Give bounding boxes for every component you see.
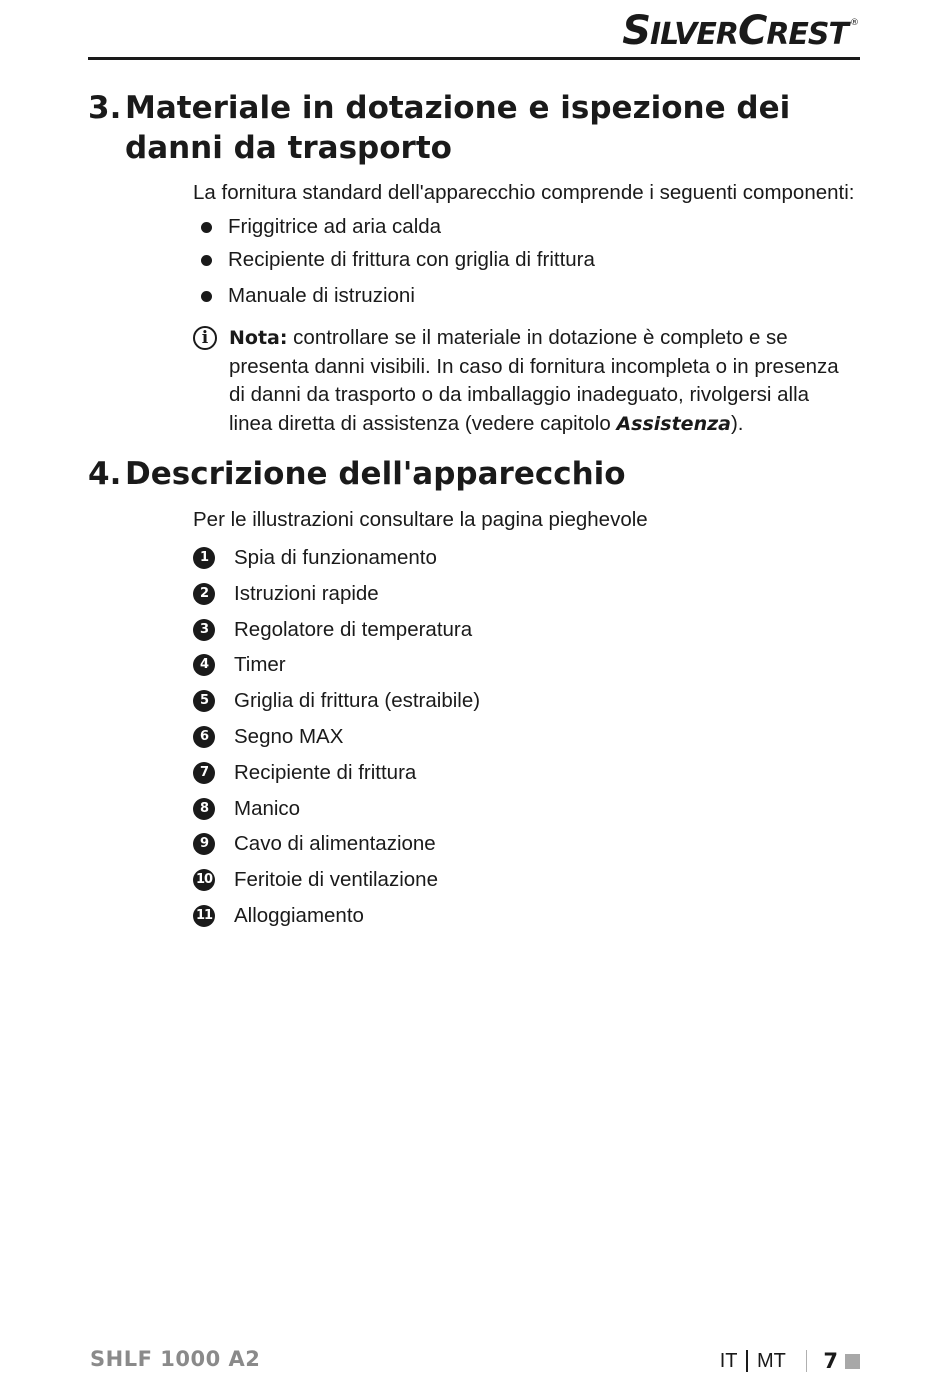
bullet-icon [201, 255, 212, 266]
page-number: 7 [823, 1349, 838, 1373]
section-4-intro: Per le illustrazioni consultare la pagina pieghevole [193, 508, 648, 531]
info-icon: i [193, 326, 217, 350]
page-marker-icon [845, 1354, 860, 1369]
part-label: Alloggiamento [234, 903, 364, 927]
list-item [193, 826, 480, 862]
number-badge-icon: 10 [193, 869, 215, 891]
registered-mark: ® [850, 18, 858, 28]
list-item-label: Recipiente di frittura con griglia di frittura [228, 248, 595, 271]
number-badge-icon: 7 [193, 762, 215, 784]
footer-lang-it: IT [719, 1349, 738, 1372]
part-label: Recipiente di frittura [234, 760, 417, 784]
section-3-intro: La fornitura standard dell'apparecchio comprende i seguenti componenti: [193, 181, 855, 204]
list-item [193, 281, 595, 314]
list-item [193, 647, 480, 683]
part-label: Spia di funzionamento [234, 546, 437, 569]
list-item [193, 719, 480, 755]
note-line: controllare se il materiale in dotazione è completo e se [287, 326, 788, 349]
component-list [193, 212, 595, 314]
list-item [193, 683, 480, 719]
part-label: Regolatore di temperatura [234, 617, 473, 641]
part-label: Timer [234, 653, 286, 677]
list-item [193, 862, 480, 898]
section-4-title: Descrizione dell'apparecchio [125, 456, 626, 492]
chapter-reference: Assistenza [616, 412, 731, 435]
number-badge-icon: 8 [193, 798, 215, 820]
section-3-title: Materiale in dotazione e ispezione dei danni da trasporto [125, 90, 791, 166]
note-line: di danni da trasporto o da imballaggio inadeguato, rivolgersi alla [229, 383, 810, 406]
part-label: Istruzioni rapide [234, 581, 379, 605]
note-box [193, 324, 853, 438]
divider [746, 1350, 748, 1372]
part-label: Segno MAX [234, 724, 344, 748]
list-item [193, 791, 480, 827]
number-badge-icon: 4 [193, 654, 215, 676]
list-item-label: Manuale di istruzioni [228, 284, 415, 307]
note-label: Nota: [229, 327, 288, 349]
part-label: Griglia di frittura (estraibile) [234, 689, 481, 713]
section-4-heading [88, 454, 848, 494]
note-line: ). [730, 411, 744, 435]
part-label: Feritoie di ventilazione [234, 868, 438, 892]
number-badge-icon: 1 [193, 547, 215, 569]
footer-page-info [720, 1346, 860, 1376]
list-item [193, 612, 480, 648]
section-3-number: 3. [88, 90, 122, 126]
list-item [193, 245, 595, 278]
list-item [193, 212, 595, 245]
list-item [193, 898, 480, 934]
list-item [193, 576, 480, 612]
number-badge-icon: 5 [193, 690, 215, 712]
bullet-icon [201, 291, 212, 302]
part-label: Cavo di alimentazione [234, 832, 436, 856]
number-badge-icon: 11 [193, 905, 215, 927]
number-badge-icon: 3 [193, 619, 215, 641]
section-4-number: 4. [88, 456, 122, 492]
note-text [229, 324, 853, 438]
note-line: linea diretta di assistenza (vedere capitolo [229, 411, 617, 435]
list-item [193, 540, 480, 576]
divider [806, 1350, 808, 1372]
brand-logo: SILVERCREST ® [622, 8, 858, 54]
number-badge-icon: 2 [193, 583, 215, 605]
part-label: Manico [234, 796, 301, 820]
list-item [193, 755, 480, 791]
footer-model: SHLF 1000 A2 [90, 1347, 261, 1371]
header-rule [88, 57, 860, 60]
brand-logo-part: ILVER [650, 17, 738, 52]
list-item-label: Friggitrice ad aria calda [228, 215, 442, 238]
footer-lang-mt: MT [756, 1349, 786, 1372]
number-badge-icon: 9 [193, 833, 215, 855]
number-badge-icon: 6 [193, 726, 215, 748]
section-3-heading [88, 88, 848, 168]
parts-list [193, 540, 480, 934]
bullet-icon [201, 222, 212, 233]
note-line: presenta danni visibili. In caso di fornitura incompleta o in presenza [229, 354, 839, 378]
